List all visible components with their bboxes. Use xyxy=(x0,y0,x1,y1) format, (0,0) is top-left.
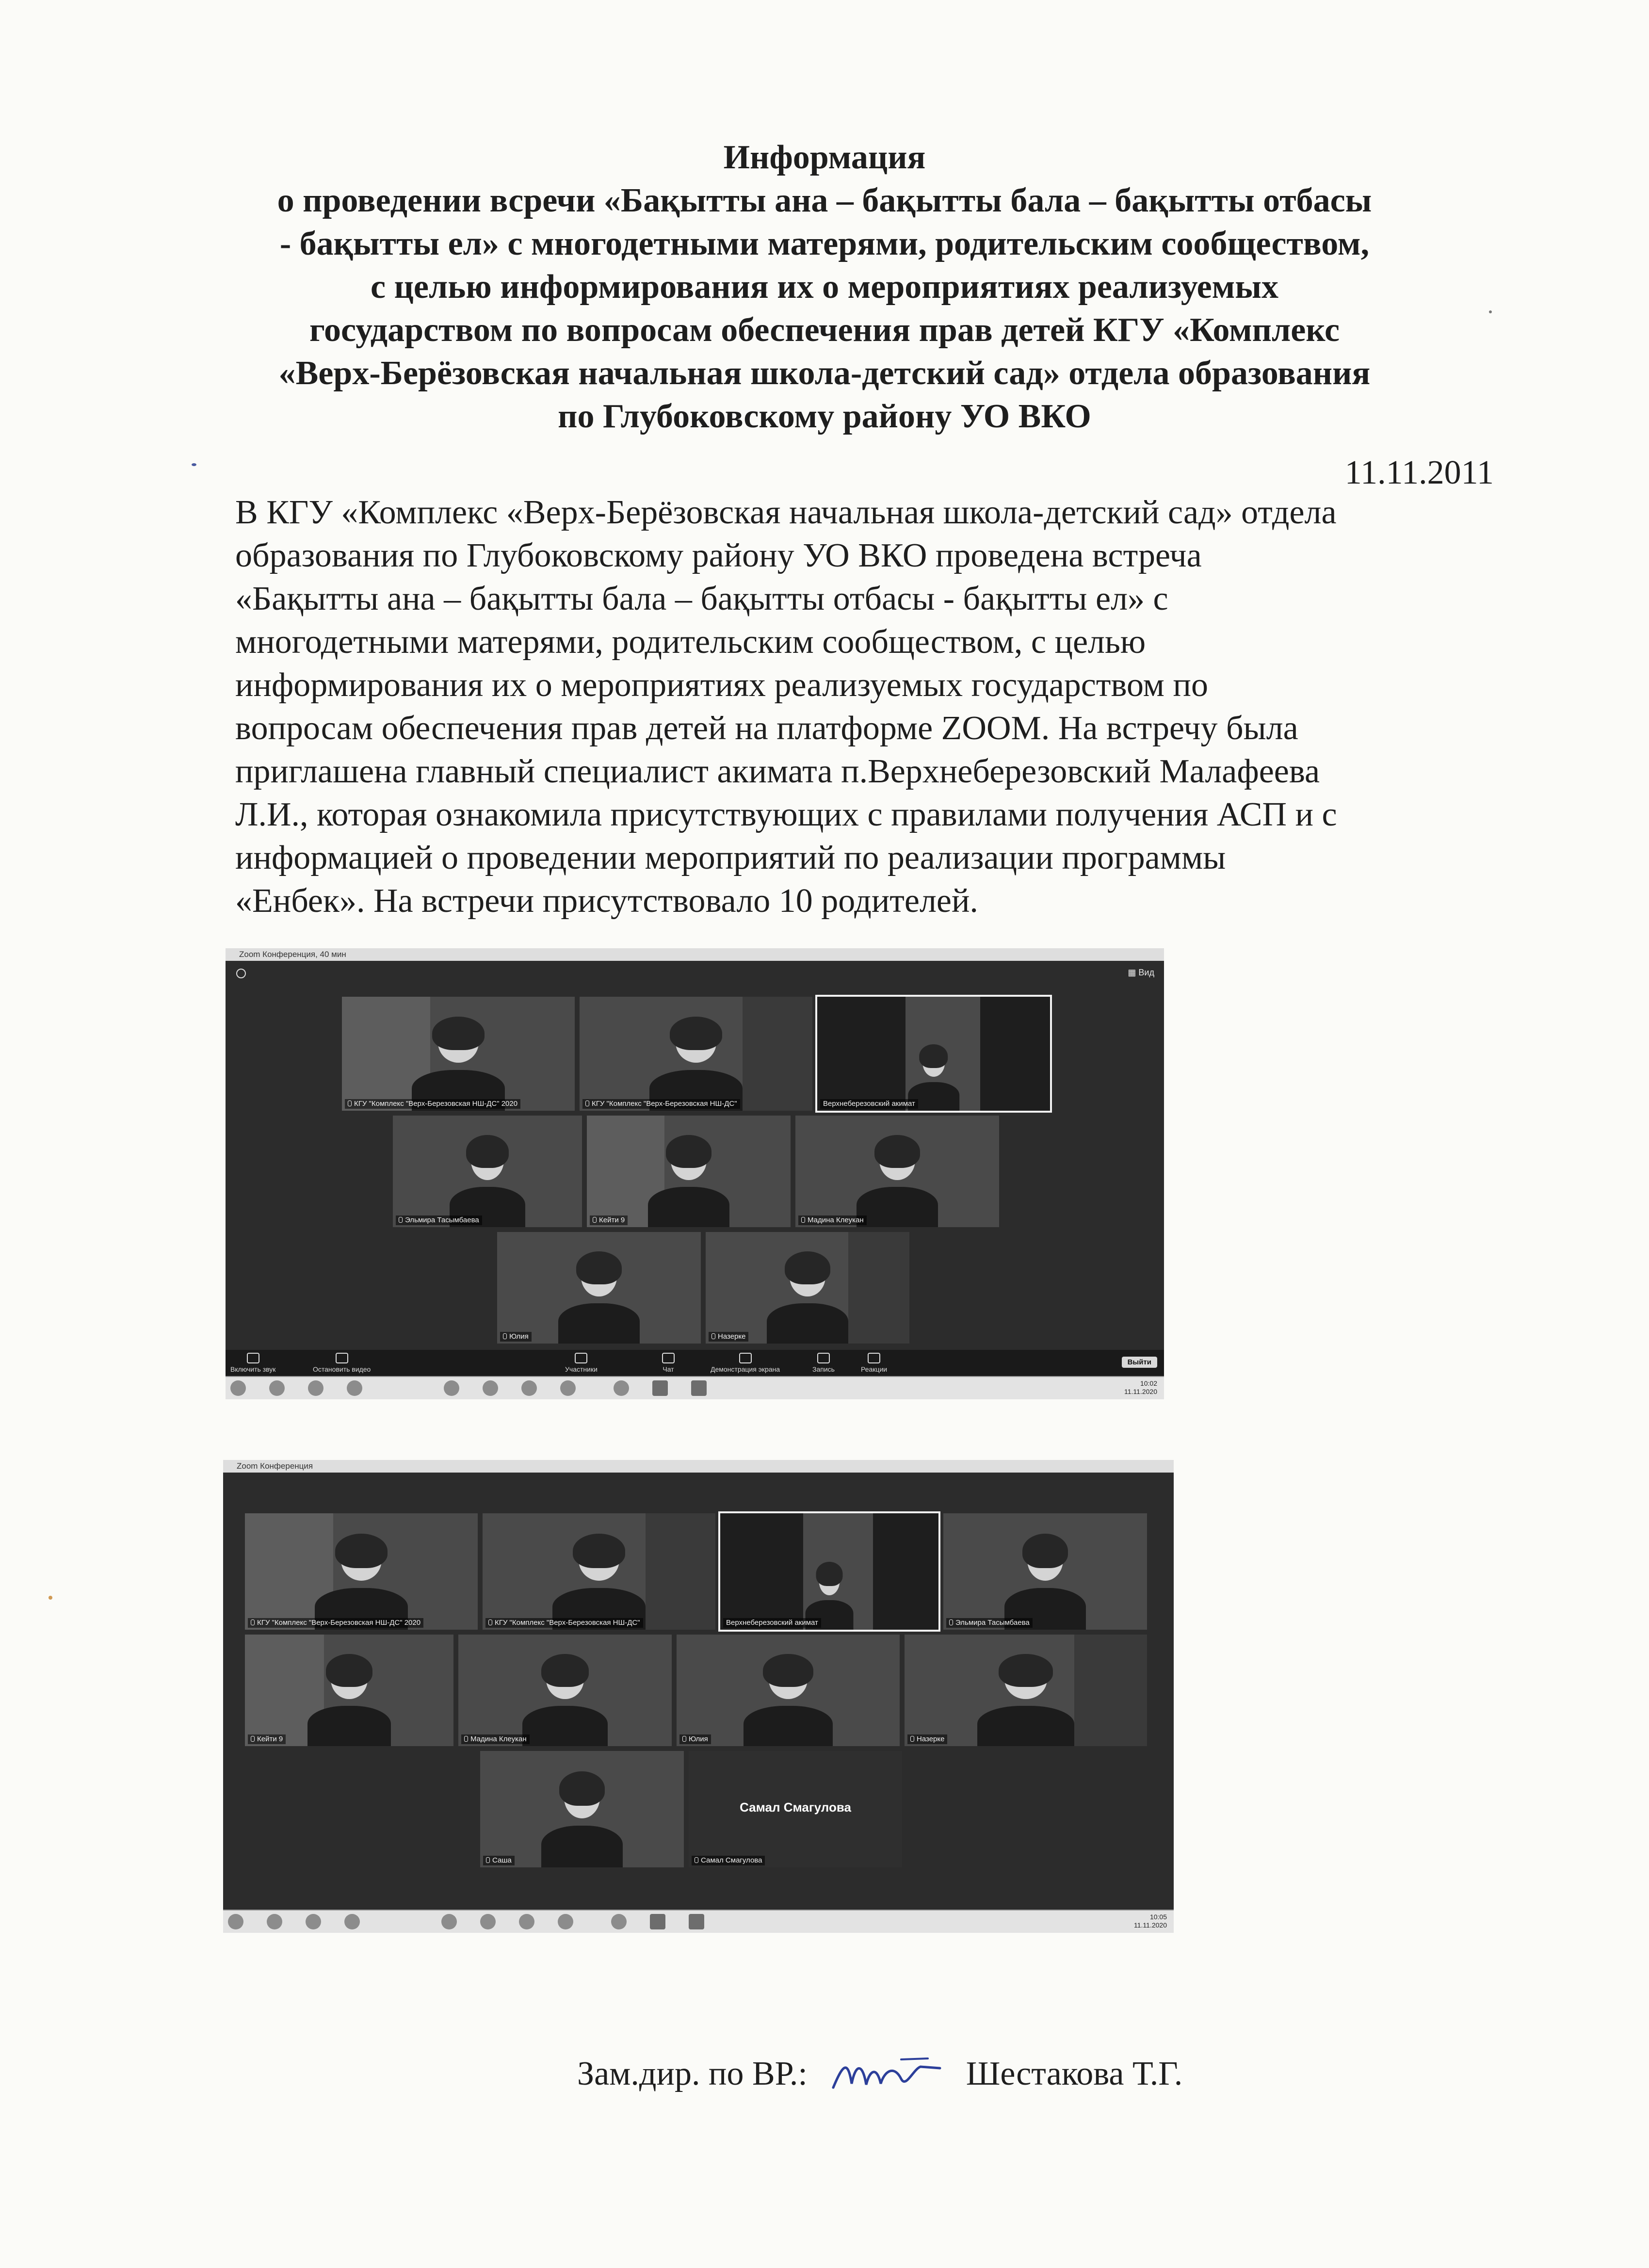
start-icon[interactable] xyxy=(228,1914,243,1929)
title-line: о проведении всречи «Бақытты ана – бақытты бала – бақытты отбасы xyxy=(277,182,1372,219)
yandex-icon[interactable] xyxy=(444,1380,459,1396)
app-icon[interactable] xyxy=(558,1914,573,1929)
participant-video xyxy=(767,1257,848,1344)
participants-icon xyxy=(575,1353,587,1363)
taskbar-clock: 10:02 11.11.2020 xyxy=(1124,1379,1157,1395)
participant-name: Самал Смагулова xyxy=(692,1856,765,1865)
windows-taskbar xyxy=(226,1376,1164,1399)
participant-tile xyxy=(245,1513,478,1630)
mic-icon xyxy=(949,1620,953,1625)
tile-background xyxy=(1074,1635,1147,1746)
tile-background xyxy=(720,1513,803,1630)
participant-name: Эльмира Тасымбаева xyxy=(946,1618,1033,1628)
participant-name: Саша xyxy=(483,1856,515,1865)
reactions-label: Реакции xyxy=(861,1365,888,1373)
mic-icon xyxy=(695,1857,698,1863)
participant-video xyxy=(522,1659,608,1746)
mic-icon xyxy=(348,1101,352,1106)
record-icon xyxy=(817,1353,830,1363)
mic-icon xyxy=(682,1736,686,1742)
participant-video xyxy=(307,1659,391,1746)
camera-icon xyxy=(336,1353,348,1363)
chat-button[interactable] xyxy=(662,1353,675,1373)
signature-role: Зам.дир. по ВР.: xyxy=(577,2055,808,2092)
participants-button[interactable] xyxy=(565,1353,598,1373)
app-icon[interactable] xyxy=(347,1380,362,1396)
scan-speck xyxy=(192,463,196,466)
participant-name: Кейти 9 xyxy=(590,1215,628,1225)
mute-label: Включить звук xyxy=(230,1365,276,1373)
participant-tile-active xyxy=(720,1513,938,1630)
record-button[interactable] xyxy=(812,1353,835,1373)
title-line: Информация xyxy=(723,139,926,176)
participant-name: Назерке xyxy=(709,1332,748,1342)
mic-icon xyxy=(801,1217,805,1223)
mic-icon xyxy=(585,1101,589,1106)
title-line: с целью информирования их о мероприятиях реализуемых xyxy=(371,268,1278,306)
zoom-icon[interactable] xyxy=(691,1380,707,1396)
app-icon[interactable] xyxy=(560,1380,576,1396)
microphone-icon xyxy=(247,1353,259,1363)
participant-tile xyxy=(905,1635,1147,1746)
participant-name: КГУ "Комплекс "Верх-Березовская НШ-ДС" 2020 xyxy=(248,1618,423,1628)
video-label: Остановить видео xyxy=(313,1365,371,1373)
title-line: - бақытты ел» с многодетными матерями, родительским сообществом, xyxy=(279,225,1370,262)
title-line: «Верх-Берёзовская начальная школа-детский сад» отдела образования xyxy=(278,355,1371,392)
participant-tile xyxy=(587,1116,791,1227)
participant-name: Эльмира Тасымбаева xyxy=(396,1215,482,1225)
participant-video xyxy=(412,1022,505,1111)
participant-tile-video-off xyxy=(689,1751,902,1867)
word-icon[interactable] xyxy=(650,1914,665,1929)
participant-video xyxy=(744,1659,833,1746)
tile-background xyxy=(848,1232,909,1344)
mic-icon xyxy=(593,1217,597,1223)
participant-tile xyxy=(795,1116,999,1227)
reactions-button[interactable] xyxy=(861,1353,887,1373)
participant-name: Верхнеберезовский акимат xyxy=(723,1618,821,1628)
participant-tile xyxy=(483,1513,715,1630)
participant-name: КГУ "Комплекс "Верх-Березовская НШ-ДС" 2020 xyxy=(345,1099,520,1109)
participant-tile xyxy=(393,1116,582,1227)
body-line: вопросам обеспечения прав детей на платформе ZOOM. На встречу была xyxy=(235,710,1298,747)
chat-label: Чат xyxy=(663,1365,674,1373)
participant-name: Юлия xyxy=(500,1332,532,1342)
browser-icon[interactable] xyxy=(267,1914,282,1929)
taskbar-clock: 10:05 11.11.2020 xyxy=(1134,1913,1167,1929)
info-icon xyxy=(236,969,246,978)
participants-label: Участники xyxy=(565,1365,598,1373)
mic-icon xyxy=(711,1333,715,1339)
participant-video xyxy=(648,1140,729,1227)
reactions-icon xyxy=(868,1353,880,1363)
mic-icon xyxy=(251,1620,255,1625)
handwritten-signature-icon xyxy=(828,2050,945,2098)
participant-name: КГУ "Комплекс "Верх-Березовская НШ-ДС" xyxy=(485,1618,643,1628)
participant-name: КГУ "Комплекс "Верх-Березовская НШ-ДС" xyxy=(582,1099,740,1109)
participant-video xyxy=(558,1257,640,1344)
participant-tile xyxy=(245,1635,453,1746)
mic-icon xyxy=(503,1333,507,1339)
body-line: «Бақытты ана – бақытты бала – бақытты отбасы - бақытты ел» с xyxy=(235,580,1168,617)
video-button[interactable] xyxy=(313,1353,371,1373)
view-button-label: Вид xyxy=(1138,968,1154,977)
participant-name: Верхнеберезовский акимат xyxy=(820,1099,918,1109)
leave-meeting-button[interactable]: Выйти xyxy=(1122,1357,1157,1368)
opera-icon[interactable] xyxy=(611,1914,627,1929)
participant-video xyxy=(552,1539,646,1630)
tile-background xyxy=(646,1513,715,1630)
app-icon[interactable] xyxy=(306,1914,321,1929)
participant-tile xyxy=(580,997,812,1111)
participant-tile xyxy=(458,1635,672,1746)
chat-icon xyxy=(662,1353,675,1363)
participant-name: Мадина Клеукан xyxy=(461,1734,530,1744)
participant-name: Мадина Клеукан xyxy=(798,1215,867,1225)
start-icon[interactable] xyxy=(230,1380,246,1396)
window-titlebar: Zoom Конференция xyxy=(223,1460,1174,1473)
tile-background xyxy=(743,997,812,1111)
document-date: 11.11.2011 xyxy=(1344,454,1494,491)
participant-tile xyxy=(706,1232,909,1344)
zoom-toolbar xyxy=(226,1350,1164,1377)
share-label: Демонстрация экрана xyxy=(711,1365,780,1373)
mic-icon xyxy=(251,1736,255,1742)
participant-tile xyxy=(480,1751,684,1867)
browser-icon[interactable] xyxy=(269,1380,285,1396)
body-line: Л.И., которая ознакомила присутствующих с правилами получения АСП и с xyxy=(235,796,1337,833)
zoom-screenshot-2 xyxy=(223,1460,1174,1933)
participant-video xyxy=(541,1777,623,1867)
app-icon[interactable] xyxy=(308,1380,323,1396)
participant-tile xyxy=(342,997,575,1111)
body-line: приглашена главный специалист акимата п.Верхнеберезовский Малафеева xyxy=(235,753,1320,790)
participant-video xyxy=(1004,1539,1086,1630)
mute-button[interactable] xyxy=(230,1353,275,1373)
zoom-icon[interactable] xyxy=(689,1914,704,1929)
body-line: многодетными матерями, родительским сообществом, с целью xyxy=(235,623,1146,661)
mic-icon xyxy=(464,1736,468,1742)
participant-video xyxy=(857,1140,938,1227)
participant-video xyxy=(649,1022,743,1111)
signature-line xyxy=(577,2047,1182,2095)
body-line: В КГУ «Комплекс «Верх-Берёзовская начальная школа-детский сад» отдела xyxy=(235,494,1337,531)
app-icon[interactable] xyxy=(521,1380,537,1396)
scan-speck xyxy=(1489,310,1492,313)
app-icon[interactable] xyxy=(483,1380,498,1396)
title-line: государством по вопросам обеспечения прав детей КГУ «Комплекс xyxy=(309,311,1340,349)
participant-tile xyxy=(497,1232,701,1344)
mic-icon xyxy=(910,1736,914,1742)
tile-background xyxy=(817,997,905,1111)
body-line: «Енбек». На встречи присутствовало 10 родителей. xyxy=(235,882,978,920)
record-label: Запись xyxy=(812,1365,835,1373)
participant-video xyxy=(315,1539,408,1630)
participant-tile-active xyxy=(817,997,1050,1111)
title-line: по Глубоковскому району УО ВКО xyxy=(558,398,1091,435)
body-line: образования по Глубоковскому району УО ВКО проведена встреча xyxy=(235,537,1202,574)
participant-tile xyxy=(943,1513,1147,1630)
opera-icon[interactable] xyxy=(614,1380,629,1396)
body-line: информирования их о мероприятиях реализуемых государством по xyxy=(235,666,1208,704)
share-screen-icon xyxy=(739,1353,752,1363)
participant-video xyxy=(450,1140,525,1227)
window-titlebar: Zoom Конференция, 40 мин xyxy=(226,948,1164,961)
video-off-name: Самал Смагулова xyxy=(740,1799,851,1814)
app-icon[interactable] xyxy=(480,1914,496,1929)
document-body xyxy=(235,491,1545,923)
participant-name: Юлия xyxy=(679,1734,711,1744)
mic-icon xyxy=(486,1857,490,1863)
participant-video xyxy=(977,1659,1074,1746)
scan-speck xyxy=(48,1596,52,1600)
tile-background xyxy=(873,1513,938,1630)
mic-icon xyxy=(488,1620,492,1625)
word-icon[interactable] xyxy=(652,1380,668,1396)
mic-icon xyxy=(399,1217,403,1223)
yandex-icon[interactable] xyxy=(441,1914,457,1929)
document-title xyxy=(204,136,1445,438)
view-button[interactable]: ▦ Вид xyxy=(1128,968,1154,977)
share-screen-button[interactable] xyxy=(711,1353,780,1373)
body-line: информацией о проведении мероприятий по реализации программы xyxy=(235,839,1226,876)
app-icon[interactable] xyxy=(344,1914,360,1929)
windows-taskbar xyxy=(223,1910,1174,1933)
participant-name: Назерке xyxy=(907,1734,947,1744)
zoom-screenshot-1 xyxy=(226,948,1164,1399)
participant-tile xyxy=(677,1635,900,1746)
signature-name: Шестакова Т.Г. xyxy=(966,2055,1183,2092)
tile-background xyxy=(980,997,1050,1111)
app-icon[interactable] xyxy=(519,1914,534,1929)
participant-name: Кейти 9 xyxy=(248,1734,286,1744)
